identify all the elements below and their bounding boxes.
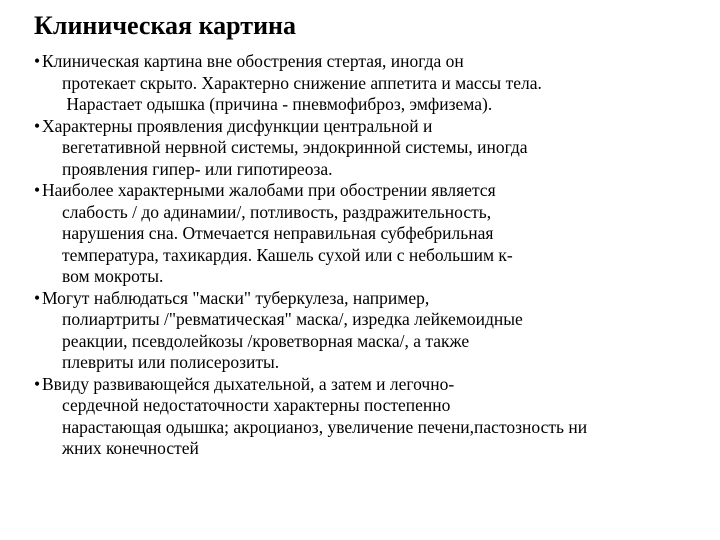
bullet-line: Характерны проявления дисфункции центральной и [42, 115, 433, 136]
bullet-line: протекает скрыто. Характерно снижение аппетита и массы тела. [62, 72, 542, 93]
bullet-line: плевриты или полисерозиты. [62, 352, 280, 372]
bullet-text [42, 115, 706, 181]
bullet-line: слабость / до адинамии/, потливость, раздражительность, [62, 201, 492, 222]
bullet-text [42, 51, 706, 116]
bullet-text [42, 373, 706, 460]
bullet-line: полиартриты /"ревматическая" маска/, изредка лейкемоидные [62, 309, 523, 329]
bullet-line: Могут наблюдаться "маски" туберкулеза, например, [42, 287, 430, 308]
bullet-marker: • [34, 287, 41, 308]
bullet-marker: • [34, 115, 41, 136]
bullet-line: сердечной недостаточности характерны постепенно [62, 395, 451, 415]
bullet-item [34, 180, 706, 288]
bullet-line: вегетативной нервной системы, эндокринной системы, иногда [62, 137, 528, 157]
slide-title: Клиническая картина [34, 11, 297, 40]
bullet-line: Наиболее характерными жалобами при обострении является [42, 180, 496, 200]
bullet-item [34, 51, 706, 116]
bullet-line: температура, тахикардия. Кашель сухой или с небольшим к- [62, 244, 513, 265]
bullet-line: жних конечностей [62, 438, 199, 458]
bullet-text [42, 180, 706, 288]
bullet-text [42, 287, 706, 374]
bullet-marker: • [34, 373, 41, 394]
bullet-line: вом мокроты. [62, 266, 164, 286]
bullet-item [34, 288, 706, 374]
bullet-line: Ввиду развивающейся дыхательной, а затем и легочно- [42, 373, 455, 394]
bullet-item [34, 116, 706, 181]
bullet-line: реакции, псевдолейкозы /кроветворная маска/, а также [62, 330, 470, 351]
bullet-line: нарастающая одышка; акроцианоз, увеличение печени,пастозность ни [62, 416, 588, 437]
bullet-line: проявления гипер- или гипотиреоза. [62, 158, 333, 179]
bullet-marker: • [34, 180, 41, 200]
bullet-marker: • [34, 51, 41, 71]
bullet-list [34, 51, 706, 460]
bullet-line: нарушения сна. Отмечается неправильная субфебрильная [62, 223, 494, 243]
bullet-line: Клиническая картина вне обострения стертая, иногда он [42, 51, 464, 71]
bullet-item [34, 374, 706, 460]
bullet-line: Нарастает одышка (причина - пневмофиброз, эмфизема). [62, 94, 493, 114]
